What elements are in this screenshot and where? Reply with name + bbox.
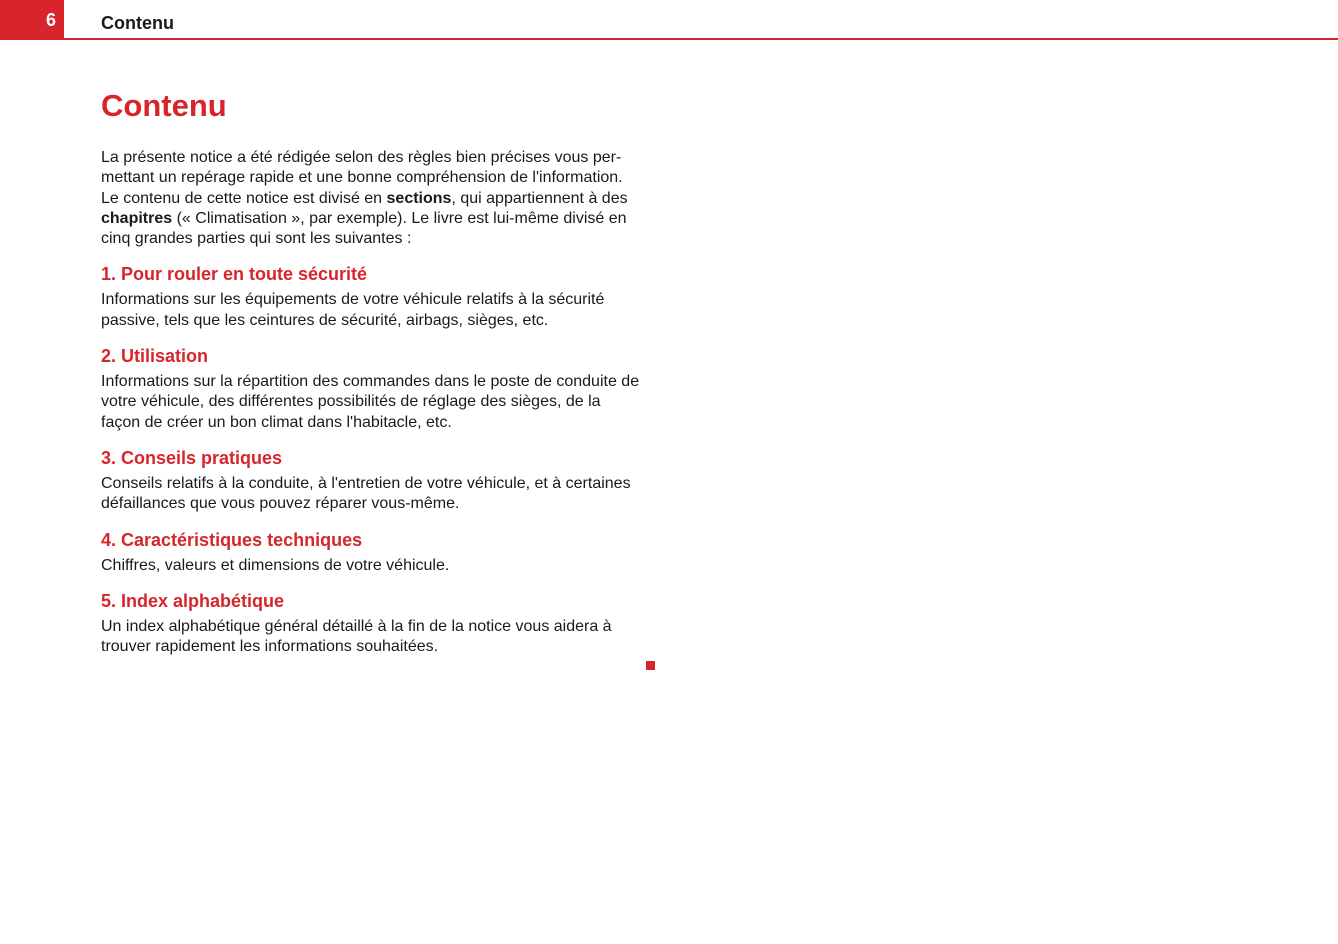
- intro-paragraph: [101, 148, 641, 249]
- intro-bold-chapitres: chapitres: [101, 209, 173, 227]
- intro-text-3: (« Climatisation », par exemple). Le livre est lui-même divisé en cinq grandes parties qui sont les suivantes :: [101, 209, 627, 248]
- page-number: 6: [45, 9, 56, 30]
- intro-bold-sections: sections: [386, 189, 452, 207]
- page-title: Contenu: [101, 88, 227, 123]
- section-heading: 5. Index alphabétique: [101, 590, 285, 611]
- end-of-section-marker-icon: [646, 661, 655, 670]
- running-title: Contenu: [101, 13, 174, 33]
- section-heading: 2. Utilisation: [101, 346, 209, 367]
- section-text: Un index alphabétique général détaillé à la fin de la notice vous aidera à trouver rapidement les informations souhaitées.: [101, 617, 612, 656]
- section-heading: 1. Pour rouler en toute sécurité: [101, 264, 368, 285]
- section-heading: 3. Conseils pratiques: [101, 447, 283, 468]
- intro-text-2: , qui appartiennent à des: [451, 189, 628, 207]
- section-4: [101, 528, 641, 576]
- section-5: [101, 589, 641, 658]
- section-3: [101, 446, 641, 515]
- section-heading: 4. Caractéristiques techniques: [101, 529, 363, 550]
- header-rule: [64, 38, 1338, 40]
- page-header: [0, 0, 1338, 40]
- section-text: Chiffres, valeurs et dimensions de votre véhicule.: [101, 556, 450, 574]
- section-text: Informations sur la répartition des commandes dans le poste de conduite de votre véhicule, des différentes possibilités de réglage des sièges, de la façon de créer un bon climat dans l'habitacle, etc.: [101, 373, 640, 431]
- main-content: [101, 86, 641, 657]
- section-text: Informations sur les équipements de votre véhicule relatifs à la sécurité passive, tels que les ceintures de sécurité, airbags, sièges, etc.: [101, 291, 605, 329]
- intro-text-1: La présente notice a été rédigée selon des règles bien précises vous per-mettant un repérage rapide et une bonne compréhension de l'information. Le contenu de cette notice est divisé en: [101, 149, 623, 207]
- section-text: Conseils relatifs à la conduite, à l'entretien de votre véhicule, et à certaines défaillances que vous pouvez réparer vous-même.: [101, 474, 631, 513]
- section-2: [101, 344, 641, 433]
- page-number-badge: [0, 0, 64, 40]
- section-1: [101, 262, 641, 331]
